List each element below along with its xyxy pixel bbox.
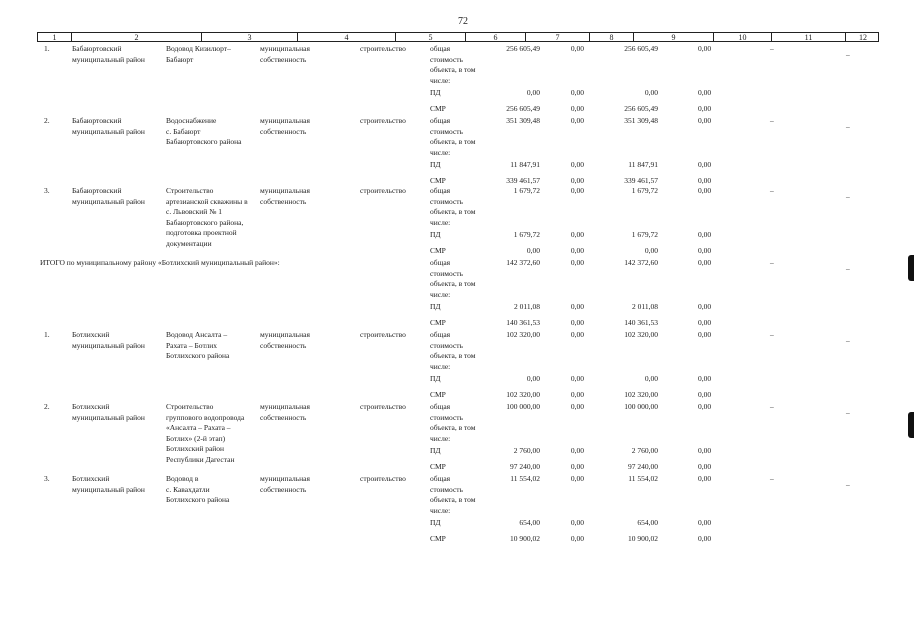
dash-cell: – (770, 474, 774, 483)
smr-value: 0,00 (698, 104, 712, 113)
dash-cell: – (770, 258, 774, 267)
cell-value: 1 679,72 (631, 186, 658, 195)
ownership: собственность (260, 54, 307, 64)
smr-label: СМР (430, 104, 446, 113)
smr-value: 0,00 (570, 390, 584, 399)
smr-value: 0,00 (570, 462, 584, 471)
ownership: собственность (260, 412, 307, 422)
pd-value: 2 011,08 (632, 302, 658, 311)
total-cost-value: 256 605,49 (506, 44, 540, 53)
row-number: 1. (44, 330, 50, 339)
dash-cell: – (770, 44, 774, 53)
total-cost-value: 351 309,48 (506, 116, 540, 125)
cell-value: 0,00 (698, 402, 712, 411)
smr-label: СМР (430, 318, 446, 327)
pd-value: 0,00 (570, 88, 584, 97)
cost-label: стоимость (430, 340, 463, 350)
district-name: муниципальный район (72, 484, 145, 494)
ownership: муниципальная (260, 474, 310, 483)
pd-value: 2 760,00 (631, 446, 658, 455)
cell-value: 0,00 (570, 474, 584, 483)
cell-value: 0,00 (698, 186, 712, 195)
object-name: с. Львовский № 1 (166, 207, 222, 216)
cost-label: числе: (430, 75, 451, 85)
cost-label: объекта, в том (430, 207, 476, 216)
object-name: Бабаюртовского района, (166, 217, 244, 227)
cost-label: объекта, в том (430, 137, 476, 146)
smr-value: 0,00 (698, 462, 712, 471)
cost-label: общая (430, 116, 451, 125)
pd-value: 0,00 (698, 88, 712, 97)
smr-value: 256 605,49 (506, 104, 540, 113)
cell-value: 351 309,48 (624, 116, 658, 125)
smr-value: 0,00 (570, 246, 584, 255)
col-header-5: 5 (396, 33, 466, 41)
row-number: 3. (44, 186, 50, 195)
pd-value: 0,00 (698, 160, 712, 169)
col-header-2: 2 (72, 33, 202, 41)
smr-value: 140 361,53 (506, 318, 540, 327)
pd-value: 1 679,72 (513, 230, 540, 239)
smr-value: 0,00 (570, 534, 584, 543)
ownership: муниципальная (260, 44, 310, 53)
district-name: Бабаюртовский (72, 44, 122, 53)
pd-value: 0,00 (570, 302, 584, 311)
smr-value: 97 240,00 (510, 462, 540, 471)
pd-label: ПД (430, 446, 441, 455)
smr-value: 97 240,00 (628, 462, 658, 471)
row-number: 2. (44, 116, 50, 125)
cost-label: объекта, в том (430, 65, 476, 74)
pd-label: ПД (430, 88, 441, 97)
object-name: «Ансалта – Рахата – (166, 423, 231, 432)
col-header-1: 1 (38, 33, 72, 41)
cost-label: объекта, в том (430, 279, 476, 288)
cost-label: стоимость (430, 268, 463, 278)
cost-label: стоимость (430, 196, 463, 206)
smr-value: 339 461,57 (624, 176, 658, 185)
pd-value: 0,00 (570, 518, 584, 527)
page-edge-mark (908, 412, 914, 438)
smr-label: СМР (430, 176, 446, 185)
col-header-12: 12 (859, 33, 867, 42)
ownership: собственность (260, 484, 307, 494)
cell-value: 256 605,49 (624, 44, 658, 53)
cell-value: 0,00 (570, 186, 584, 195)
dash-cell: – (846, 264, 850, 273)
smr-value: 10 900,02 (510, 534, 540, 543)
itogo-label: ИТОГО по муниципальному району «Ботлихский муниципальный район»: (40, 258, 280, 267)
dash-cell: – (846, 336, 850, 345)
cost-label: общая (430, 186, 451, 195)
smr-value: 140 361,53 (624, 318, 658, 327)
smr-value: 339 461,57 (506, 176, 540, 185)
object-name: Республики Дагестан (166, 454, 235, 464)
column-header-row (37, 32, 879, 42)
pd-label: ПД (430, 230, 441, 239)
pd-value: 0,00 (526, 374, 540, 383)
pd-value: 2 760,00 (513, 446, 540, 455)
smr-label: СМР (430, 390, 446, 399)
object-name: Водовод Кизилюрт– (166, 44, 231, 53)
cell-value: 0,00 (698, 330, 712, 339)
dash-cell: – (846, 122, 850, 131)
pd-value: 0,00 (698, 518, 712, 527)
ownership: муниципальная (260, 402, 310, 411)
object-name: Водоснабжение (166, 116, 217, 125)
object-name: группового водопровода (166, 412, 245, 422)
cell-value: 0,00 (698, 474, 712, 483)
smr-value: 0,00 (570, 318, 584, 327)
ownership: муниципальная (260, 186, 310, 195)
smr-value: 0,00 (570, 176, 584, 185)
cost-label: объекта, в том (430, 351, 476, 360)
dash-cell: – (770, 402, 774, 411)
object-name: артезианской скважины в (166, 196, 248, 206)
cost-label: числе: (430, 147, 451, 157)
district-name: муниципальный район (72, 196, 145, 206)
cost-label: числе: (430, 217, 451, 227)
cost-label: числе: (430, 433, 451, 443)
district-name: Бабаюртовский (72, 116, 122, 125)
cost-label: общая (430, 330, 451, 339)
pd-value: 2 011,08 (514, 302, 540, 311)
page-edge-mark (908, 255, 914, 281)
cost-label: общая (430, 474, 451, 483)
cell-value: 0,00 (570, 258, 584, 267)
district-name: муниципальный район (72, 126, 145, 136)
district-name: муниципальный район (72, 54, 145, 64)
total-cost-value: 102 320,00 (506, 330, 540, 339)
ownership: собственность (260, 126, 307, 136)
ownership: муниципальная (260, 116, 310, 125)
smr-value: 0,00 (644, 246, 658, 255)
cost-label: числе: (430, 289, 451, 299)
work-type: строительство (360, 44, 406, 53)
object-name: Ботлих» (2-й этап) (166, 433, 226, 443)
cost-label: объекта, в том (430, 423, 476, 432)
col-header-6: 6 (466, 33, 526, 41)
col-header-10: 10 (714, 33, 772, 41)
pd-label: ПД (430, 302, 441, 311)
dash-cell: – (770, 116, 774, 125)
page-number: 72 (458, 16, 468, 27)
cell-value: 0,00 (698, 44, 712, 53)
pd-value: 0,00 (698, 374, 712, 383)
pd-value: 0,00 (698, 230, 712, 239)
object-name: Бабаюрт (166, 54, 194, 64)
smr-label: СМР (430, 246, 446, 255)
cost-label: стоимость (430, 126, 463, 136)
cell-value: 0,00 (570, 44, 584, 53)
smr-value: 0,00 (570, 104, 584, 113)
smr-value: 10 900,02 (628, 534, 658, 543)
work-type: строительство (360, 116, 406, 125)
cost-label: числе: (430, 361, 451, 371)
dash-cell: – (846, 50, 850, 59)
smr-value: 0,00 (698, 390, 712, 399)
object-name: документации (166, 238, 212, 248)
cost-label: стоимость (430, 484, 463, 494)
object-name: Ботлихский район (166, 444, 225, 453)
cell-value: 142 372,60 (624, 258, 658, 267)
district-name: муниципальный район (72, 412, 145, 422)
cell-value: 11 554,02 (628, 474, 658, 483)
cell-value: 102 320,00 (624, 330, 658, 339)
object-name: с. Кавахдатли (166, 484, 210, 494)
cell-value: 0,00 (698, 116, 712, 125)
cost-label: числе: (430, 505, 451, 515)
object-name: Строительство (166, 186, 214, 195)
row-number: 2. (44, 402, 50, 411)
smr-value: 102 320,00 (624, 390, 658, 399)
cost-label: объекта, в том (430, 495, 476, 504)
col-header-3: 3 (202, 33, 298, 41)
object-name: Бабаюртовского района (166, 137, 242, 146)
smr-value: 0,00 (526, 246, 540, 255)
object-name: Ботлихского района (166, 351, 230, 360)
smr-value: 256 605,49 (624, 104, 658, 113)
object-name: с. Бабаюрт (166, 126, 201, 136)
col-header-11: 11 (772, 33, 846, 41)
smr-value: 102 320,00 (506, 390, 540, 399)
dash-cell: – (846, 408, 850, 417)
pd-value: 654,00 (637, 518, 658, 527)
col-header-9: 9 (634, 33, 714, 41)
work-type: строительство (360, 402, 406, 411)
pd-value: 654,00 (519, 518, 540, 527)
smr-label: СМР (430, 462, 446, 471)
object-name: Рахата – Ботлих (166, 340, 218, 350)
district-name: Ботлихский (72, 474, 110, 483)
pd-value: 11 847,91 (510, 160, 540, 169)
dash-cell: – (846, 192, 850, 201)
cell-value: 0,00 (570, 402, 584, 411)
pd-value: 1 679,72 (631, 230, 658, 239)
pd-value: 11 847,91 (628, 160, 658, 169)
smr-value: 0,00 (698, 176, 712, 185)
district-name: Ботлихский (72, 330, 110, 339)
pd-value: 0,00 (570, 230, 584, 239)
object-name: подготовка проектной (166, 228, 237, 237)
cost-label: общая (430, 402, 451, 411)
work-type: строительство (360, 330, 406, 339)
pd-value: 0,00 (570, 160, 584, 169)
row-number: 3. (44, 474, 50, 483)
object-name: Водовод в (166, 474, 199, 483)
col-header-7: 7 (526, 33, 590, 41)
col-header-8: 8 (590, 33, 634, 41)
total-cost-value: 100 000,00 (506, 402, 540, 411)
object-name: Ботлихского района (166, 495, 230, 504)
total-cost-value: 142 372,60 (506, 258, 540, 267)
pd-value: 0,00 (570, 374, 584, 383)
total-cost-value: 11 554,02 (510, 474, 540, 483)
dash-cell: – (846, 480, 850, 489)
pd-value: 0,00 (644, 374, 658, 383)
smr-value: 0,00 (698, 246, 712, 255)
cost-label: стоимость (430, 412, 463, 422)
pd-value: 0,00 (644, 88, 658, 97)
dash-cell: – (770, 330, 774, 339)
cost-label: общая (430, 44, 451, 53)
ownership: собственность (260, 196, 307, 206)
work-type: строительство (360, 186, 406, 195)
smr-value: 0,00 (698, 534, 712, 543)
pd-label: ПД (430, 518, 441, 527)
ownership: муниципальная (260, 330, 310, 339)
pd-value: 0,00 (698, 302, 712, 311)
pd-value: 0,00 (698, 446, 712, 455)
cost-label: общая (430, 258, 451, 267)
object-name: Строительство (166, 402, 214, 411)
district-name: Бабаюртовский (72, 186, 122, 195)
work-type: строительство (360, 474, 406, 483)
cell-value: 0,00 (570, 330, 584, 339)
cell-value: 100 000,00 (624, 402, 658, 411)
district-name: Ботлихский (72, 402, 110, 411)
pd-value: 0,00 (570, 446, 584, 455)
row-number: 1. (44, 44, 50, 53)
district-name: муниципальный район (72, 340, 145, 350)
col-header-4: 4 (298, 33, 396, 41)
smr-value: 0,00 (698, 318, 712, 327)
total-cost-value: 1 679,72 (513, 186, 540, 195)
smr-label: СМР (430, 534, 446, 543)
pd-label: ПД (430, 160, 441, 169)
object-name: Водовод Ансалта – (166, 330, 228, 339)
pd-value: 0,00 (526, 88, 540, 97)
ownership: собственность (260, 340, 307, 350)
cell-value: 0,00 (698, 258, 712, 267)
dash-cell: – (770, 186, 774, 195)
pd-label: ПД (430, 374, 441, 383)
cost-label: стоимость (430, 54, 463, 64)
cell-value: 0,00 (570, 116, 584, 125)
